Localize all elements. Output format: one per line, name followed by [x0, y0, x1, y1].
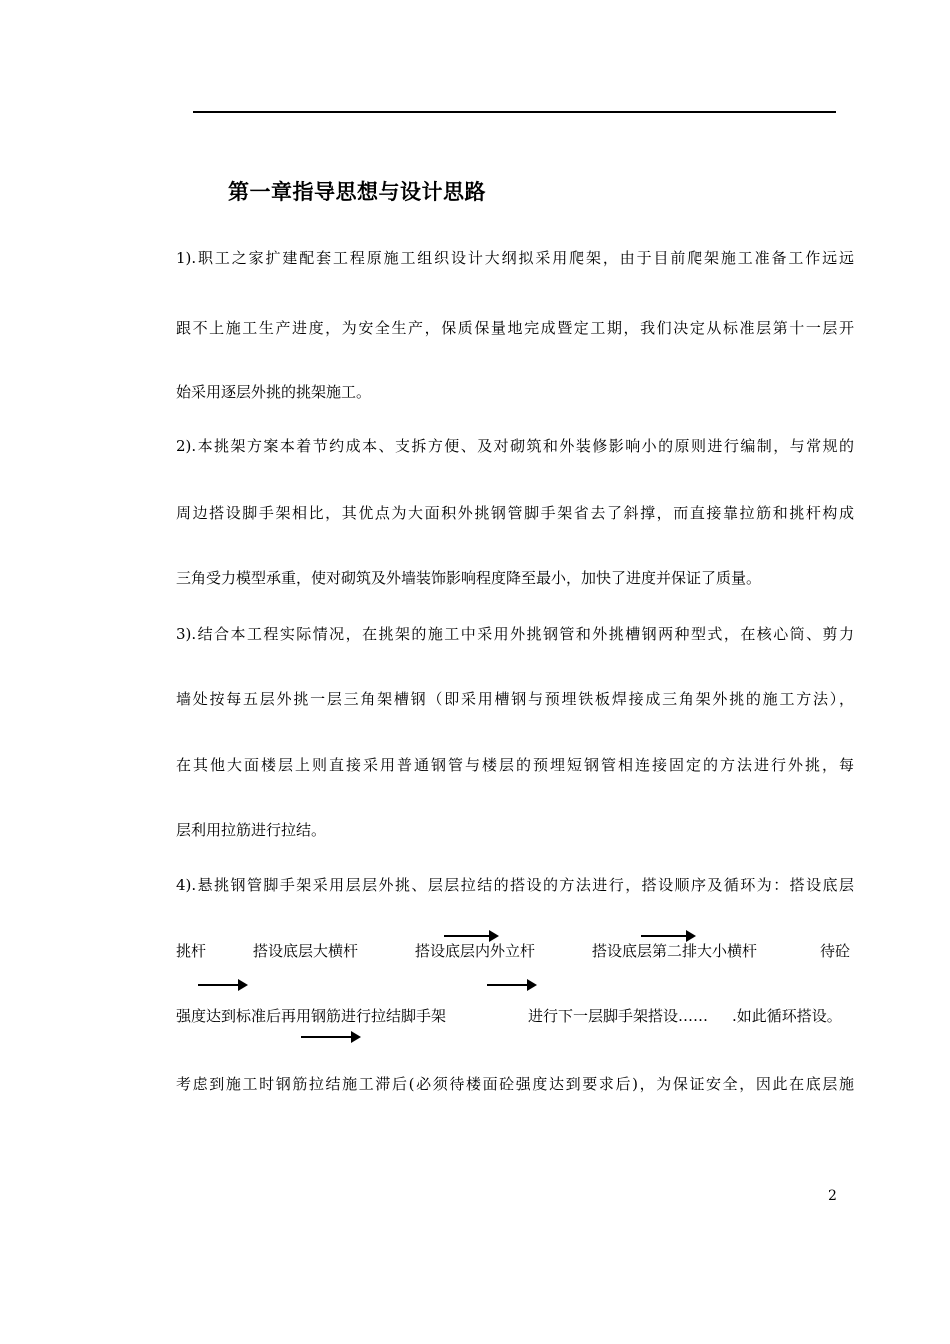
right-arrow-icon [198, 979, 248, 991]
paragraph-2-line-3: 三角受力模型承重，使对砌筑及外墙装饰影响程度降至最小，加快了进度并保证了质量。 [176, 569, 762, 587]
chapter-title: 第一章指导思想与设计思路 [228, 180, 486, 204]
flow-step-3: 搭设底层内外立杆 [415, 942, 536, 960]
right-arrow-icon [641, 930, 696, 942]
flow-step-1: 挑杆 [176, 942, 207, 960]
right-arrow-icon [487, 979, 537, 991]
paragraph-4-last-line: 考虑到施工时钢筋拉结施工滞后(必须待楼面砼强度达到要求后)，为保证安全，因此在底层施 [176, 1075, 854, 1093]
paragraph-4-intro: 4).悬挑钢管脚手架采用层层外挑、层层拉结的搭设的方法进行，搭设顺序及循环为：搭设底层 [176, 876, 854, 894]
paragraph-2-line-2: 周边搭设脚手架相比，其优点为大面积外挑钢管脚手架省去了斜撑，而直接靠拉筋和挑杆构成 [176, 504, 854, 522]
header-rule [193, 111, 836, 113]
flow-step-6: 强度达到标准后再用钢筋进行拉结脚手架 [176, 1007, 447, 1025]
right-arrow-icon [444, 930, 499, 942]
paragraph-3-line-4: 层利用拉筋进行拉结。 [176, 821, 327, 839]
paragraph-1-line-2: 跟不上施工生产进度，为安全生产，保质保量地完成暨定工期，我们决定从标准层第十一层开 [176, 319, 854, 337]
flow-step-8: .如此循环搭设。 [732, 1007, 842, 1025]
right-arrow-icon [301, 1031, 361, 1043]
page-number: 2 [828, 1188, 837, 1204]
flow-step-4: 搭设底层第二排大小横杆 [592, 942, 758, 960]
paragraph-3-line-2: 墙处按每五层外挑一层三角架槽钢（即采用槽钢与预埋铁板焊接成三角架外挑的施工方法）， [176, 690, 854, 708]
paragraph-3-line-1: 3).结合本工程实际情况，在挑架的施工中采用外挑钢管和外挑槽钢两种型式，在核心筒、剪力 [176, 625, 854, 643]
paragraph-1-line-3: 始采用逐层外挑的挑架施工。 [176, 383, 372, 401]
paragraph-1-line-1: 1).职工之家扩建配套工程原施工组织设计大纲拟采用爬架，由于目前爬架施工准备工作远远 [176, 249, 854, 267]
flow-step-7: 进行下一层脚手架搭设…… [528, 1007, 709, 1025]
paragraph-3-line-3: 在其他大面楼层上则直接采用普通钢管与楼层的预埋短钢管相连接固定的方法进行外挑，每 [176, 756, 854, 774]
flow-step-5: 待砼 [820, 942, 851, 960]
flow-step-2: 搭设底层大横杆 [253, 942, 359, 960]
paragraph-2-line-1: 2).本挑架方案本着节约成本、支拆方便、及对砌筑和外装修影响小的原则进行编制，与常规的 [176, 437, 854, 455]
